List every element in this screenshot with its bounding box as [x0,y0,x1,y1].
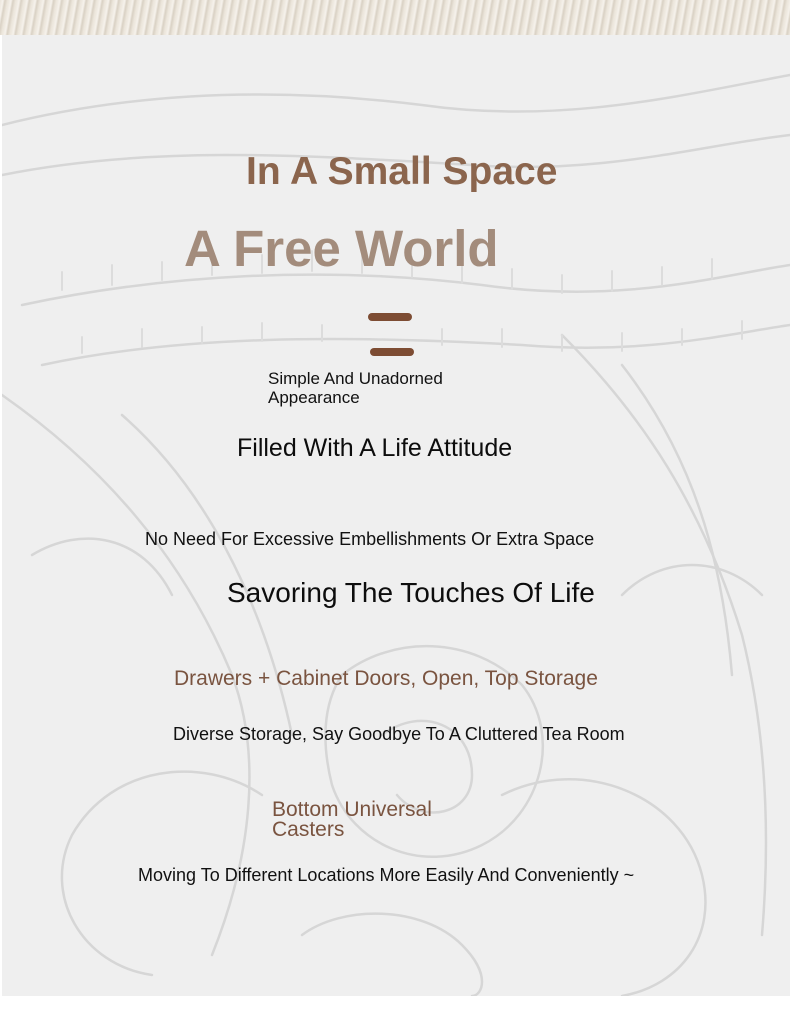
headline-divider [370,348,414,356]
headline-line-1: In A Small Space [246,150,558,193]
drawers-storage-heading: Drawers + Cabinet Doors, Open, Top Storage [174,667,598,690]
headline-divider-bar [368,313,412,321]
headline-line-2: A Free World [184,220,499,277]
life-attitude-text: Filled With A Life Attitude [237,434,513,462]
no-embellishments-text: No Need For Excessive Embellishments Or Extra Space [145,529,595,549]
universal-casters-heading: Bottom Universal Casters [272,798,432,841]
top-texture-strip [0,0,790,35]
savoring-life-text: Savoring The Touches Of Life [227,577,595,608]
diverse-storage-text: Diverse Storage, Say Goodbye To A Cluttered Tea Room [173,724,625,744]
moving-conveniently-text: Moving To Different Locations More Easily And Conveniently ~ [138,865,635,885]
simple-appearance-text: Simple And Unadorned Appearance [268,369,443,407]
